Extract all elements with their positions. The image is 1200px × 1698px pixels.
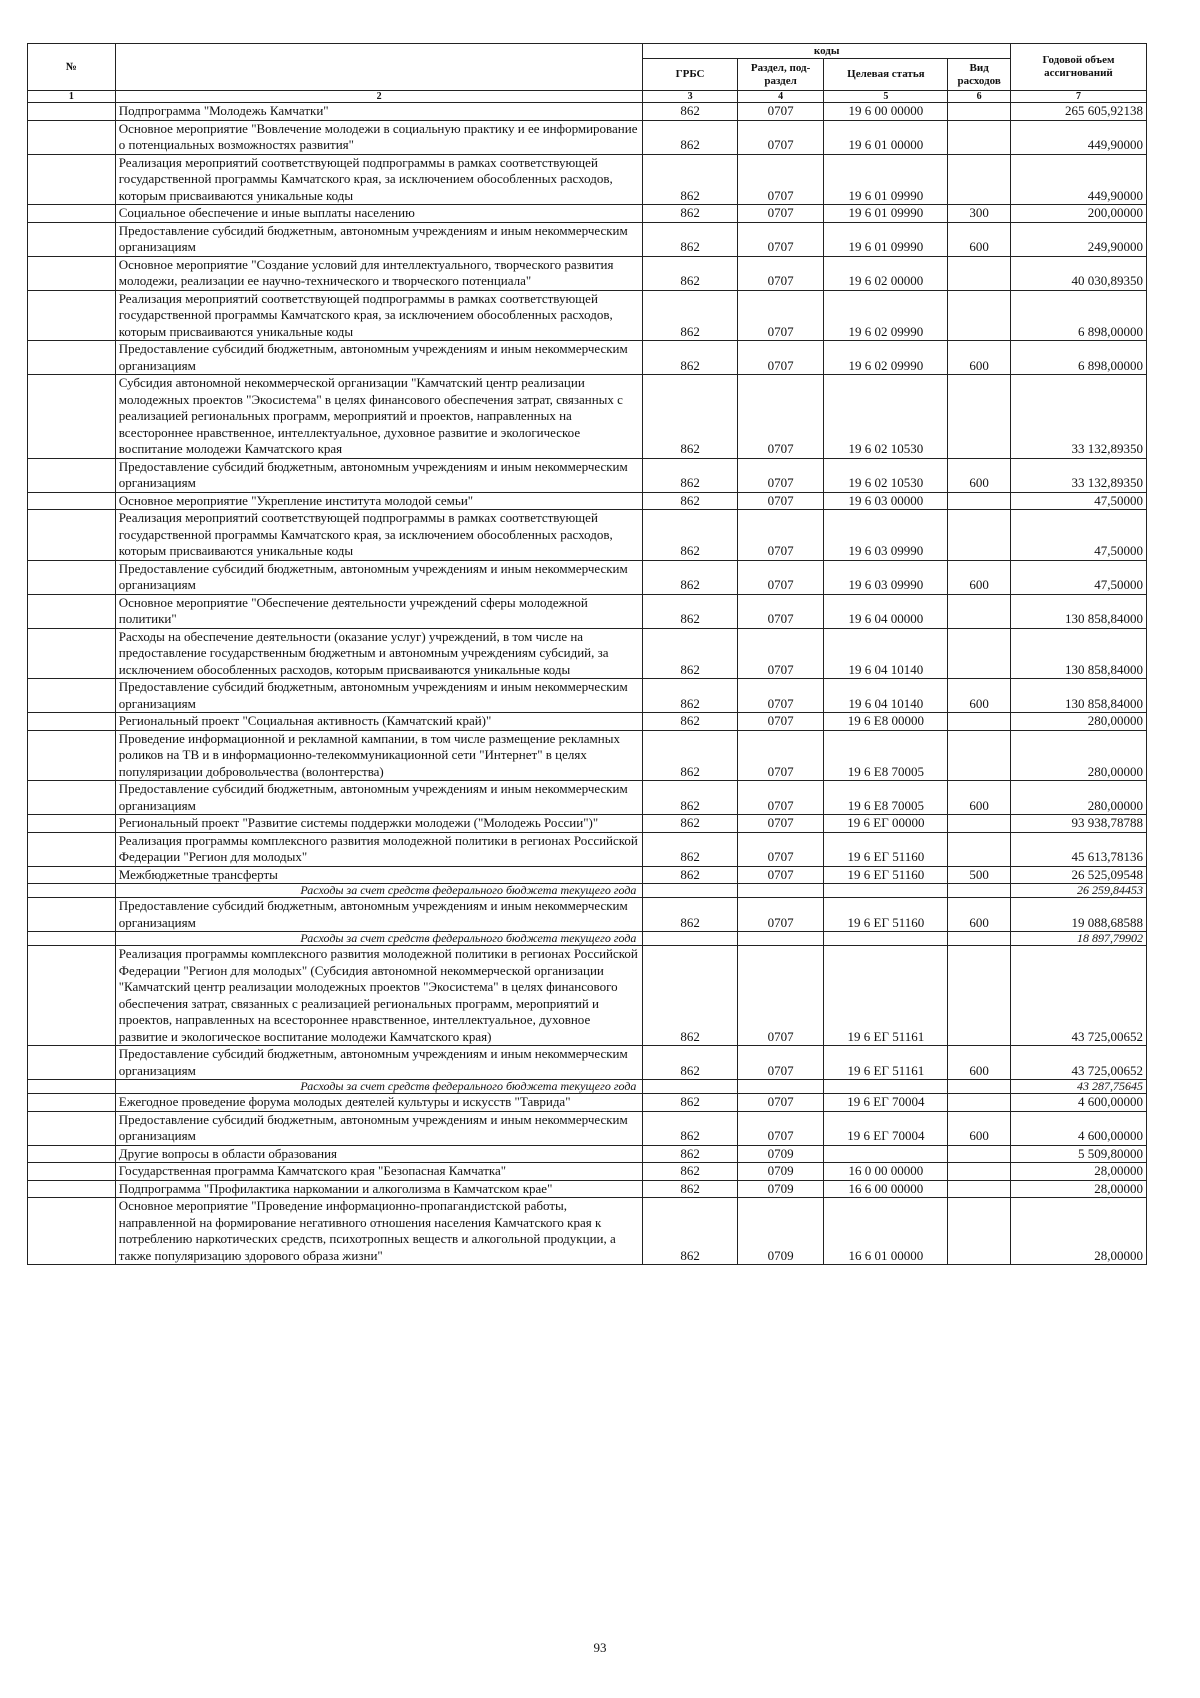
row-number-cell xyxy=(28,1180,116,1198)
row-number-cell xyxy=(28,154,116,205)
row-name-cell: Реализация программы комплексного развития молодежной политики в регионах Российской Федерации "Регион для молодых" xyxy=(115,832,643,866)
row-name-cell: Предоставление субсидий бюджетным, автономным учреждениям и иным некоммерческим организациям xyxy=(115,1046,643,1080)
row-grbs-cell: 862 xyxy=(643,866,737,884)
row-celevaya-cell xyxy=(824,884,948,898)
row-vid-cell: 600 xyxy=(948,1046,1011,1080)
row-vid-cell xyxy=(948,1080,1011,1094)
row-vid-cell: 600 xyxy=(948,1111,1011,1145)
row-razdel-cell: 0707 xyxy=(737,458,824,492)
col-number: 1 xyxy=(28,91,116,103)
row-name-cell: Региональный проект "Развитие системы поддержки молодежи ("Молодежь России")" xyxy=(115,815,643,833)
row-celevaya-cell: 19 6 ЕГ 51161 xyxy=(824,1046,948,1080)
row-name-cell: Другие вопросы в области образования xyxy=(115,1145,643,1163)
row-amount-cell: 93 938,78788 xyxy=(1010,815,1146,833)
row-grbs-cell: 862 xyxy=(643,815,737,833)
row-celevaya-cell xyxy=(824,932,948,946)
row-celevaya-cell: 16 6 00 00000 xyxy=(824,1180,948,1198)
row-number-cell xyxy=(28,946,116,1046)
row-vid-cell: 600 xyxy=(948,679,1011,713)
row-celevaya-cell: 19 6 00 00000 xyxy=(824,103,948,121)
row-razdel-cell: 0707 xyxy=(737,730,824,781)
row-grbs-cell: 862 xyxy=(643,492,737,510)
row-amount-cell: 47,50000 xyxy=(1010,492,1146,510)
col-number: 7 xyxy=(1010,91,1146,103)
row-name-cell: Основное мероприятие "Вовлечение молодежи в социальную практику и ее информирование о потенциальных возможностях развития" xyxy=(115,120,643,154)
row-number-cell xyxy=(28,713,116,731)
row-number-cell xyxy=(28,1046,116,1080)
table-row xyxy=(28,1180,1147,1198)
row-grbs-cell: 862 xyxy=(643,375,737,459)
row-grbs-cell: 862 xyxy=(643,946,737,1046)
row-grbs-cell: 862 xyxy=(643,290,737,341)
row-vid-cell: 600 xyxy=(948,341,1011,375)
row-name-cell: Основное мероприятие "Укрепление института молодой семьи" xyxy=(115,492,643,510)
row-celevaya-cell: 19 6 ЕГ 70004 xyxy=(824,1094,948,1112)
row-amount-cell: 28,00000 xyxy=(1010,1163,1146,1181)
row-number-cell xyxy=(28,884,116,898)
row-razdel-cell: 0707 xyxy=(737,1046,824,1080)
row-celevaya-cell: 19 6 04 00000 xyxy=(824,594,948,628)
row-celevaya-cell: 19 6 03 09990 xyxy=(824,510,948,561)
row-amount-cell: 6 898,00000 xyxy=(1010,290,1146,341)
row-grbs-cell: 862 xyxy=(643,205,737,223)
row-number-cell xyxy=(28,679,116,713)
row-name-cell: Государственная программа Камчатского края "Безопасная Камчатка" xyxy=(115,1163,643,1181)
row-number-cell xyxy=(28,866,116,884)
row-razdel-cell: 0707 xyxy=(737,256,824,290)
row-vid-cell xyxy=(948,713,1011,731)
row-name-cell: Предоставление субсидий бюджетным, автономным учреждениям и иным некоммерческим организациям xyxy=(115,458,643,492)
row-celevaya-cell: 19 6 01 09990 xyxy=(824,222,948,256)
row-amount-cell: 33 132,89350 xyxy=(1010,458,1146,492)
row-razdel-cell: 0707 xyxy=(737,222,824,256)
row-vid-cell xyxy=(948,1145,1011,1163)
header-codes: коды xyxy=(643,44,1011,59)
row-razdel-cell: 0707 xyxy=(737,560,824,594)
row-grbs-cell: 862 xyxy=(643,458,737,492)
row-name-cell: Субсидия автономной некоммерческой организации "Камчатский центр реализации молодежных проектов "Экосистема" в целях финансового обеспечения затрат, связанных с реализацией региональных программ, мероприятий и проектов, направленных на всестороннее нравственное, интеллектуальное, духовное развитие и экологическое воспитание молодежи Камчатского края xyxy=(115,375,643,459)
row-vid-cell xyxy=(948,628,1011,679)
federal-budget-row xyxy=(28,884,1147,898)
table-row xyxy=(28,832,1147,866)
row-name-cell: Реализация мероприятий соответствующей подпрограммы в рамках соответствующей государственной программы Камчатского края, за исключением обособленных расходов, которым присваиваются уникальные коды xyxy=(115,510,643,561)
row-celevaya-cell: 19 6 02 10530 xyxy=(824,375,948,459)
row-amount-cell: 5 509,80000 xyxy=(1010,1145,1146,1163)
row-amount-cell: 265 605,92138 xyxy=(1010,103,1146,121)
row-amount-cell: 43 725,00652 xyxy=(1010,946,1146,1046)
table-row xyxy=(28,1198,1147,1265)
row-name-cell: Предоставление субсидий бюджетным, автономным учреждениям и иным некоммерческим организациям xyxy=(115,560,643,594)
row-razdel-cell: 0707 xyxy=(737,510,824,561)
row-number-cell xyxy=(28,1080,116,1094)
row-grbs-cell: 862 xyxy=(643,120,737,154)
row-number-cell xyxy=(28,594,116,628)
table-row xyxy=(28,1163,1147,1181)
table-row xyxy=(28,1094,1147,1112)
row-celevaya-cell: 19 6 02 10530 xyxy=(824,458,948,492)
row-number-cell xyxy=(28,222,116,256)
header-razdel: Раздел, под-раздел xyxy=(737,59,824,91)
table-row xyxy=(28,1111,1147,1145)
row-amount-cell: 449,90000 xyxy=(1010,154,1146,205)
row-name-cell: Расходы на обеспечение деятельности (оказание услуг) учреждений, в том числе на предоставление государственным бюджетным и автономным учреждениям субсидий, за исключением обособленных расходов, которым присваиваются уникальные коды xyxy=(115,628,643,679)
row-vid-cell xyxy=(948,1180,1011,1198)
row-celevaya-cell: 19 6 ЕГ 70004 xyxy=(824,1111,948,1145)
row-name-cell: Подпрограмма "Профилактика наркомании и алкоголизма в Камчатском крае" xyxy=(115,1180,643,1198)
row-name-cell: Предоставление субсидий бюджетным, автономным учреждениям и иным некоммерческим организациям xyxy=(115,341,643,375)
table-row xyxy=(28,560,1147,594)
row-number-cell xyxy=(28,375,116,459)
row-number-cell xyxy=(28,932,116,946)
row-amount-cell: 280,00000 xyxy=(1010,781,1146,815)
row-amount-cell: 449,90000 xyxy=(1010,120,1146,154)
row-grbs-cell: 862 xyxy=(643,341,737,375)
row-name-cell: Предоставление субсидий бюджетным, автономным учреждениям и иным некоммерческим организациям xyxy=(115,679,643,713)
row-amount-cell: 280,00000 xyxy=(1010,730,1146,781)
row-celevaya-cell: 19 6 ЕГ 51160 xyxy=(824,866,948,884)
row-amount-cell: 40 030,89350 xyxy=(1010,256,1146,290)
row-grbs-cell: 862 xyxy=(643,628,737,679)
row-grbs-cell xyxy=(643,1080,737,1094)
row-number-cell xyxy=(28,628,116,679)
row-vid-cell: 600 xyxy=(948,781,1011,815)
row-grbs-cell: 862 xyxy=(643,898,737,932)
row-grbs-cell: 862 xyxy=(643,103,737,121)
row-name-cell: Основное мероприятие "Создание условий для интеллектуального, творческого развития молодежи, реализации ее научно-технического и творческого потенциала" xyxy=(115,256,643,290)
row-number-cell xyxy=(28,290,116,341)
table-row xyxy=(28,866,1147,884)
row-celevaya-cell: 19 6 ЕГ 51161 xyxy=(824,946,948,1046)
table-row xyxy=(28,256,1147,290)
table-row xyxy=(28,713,1147,731)
row-razdel-cell: 0707 xyxy=(737,713,824,731)
row-razdel-cell xyxy=(737,1080,824,1094)
row-razdel-cell: 0709 xyxy=(737,1163,824,1181)
row-razdel-cell: 0707 xyxy=(737,781,824,815)
row-amount-cell: 200,00000 xyxy=(1010,205,1146,223)
row-amount-cell: 47,50000 xyxy=(1010,510,1146,561)
row-razdel-cell: 0707 xyxy=(737,290,824,341)
table-row xyxy=(28,510,1147,561)
row-razdel-cell: 0707 xyxy=(737,205,824,223)
row-celevaya-cell: 19 6 03 00000 xyxy=(824,492,948,510)
row-celevaya-cell: 19 6 01 09990 xyxy=(824,154,948,205)
row-celevaya-cell: 19 6 Е8 70005 xyxy=(824,730,948,781)
row-grbs-cell: 862 xyxy=(643,1163,737,1181)
row-number-cell xyxy=(28,205,116,223)
row-number-cell xyxy=(28,1111,116,1145)
row-amount-cell: 47,50000 xyxy=(1010,560,1146,594)
row-vid-cell xyxy=(948,815,1011,833)
row-name-cell: Предоставление субсидий бюджетным, автономным учреждениям и иным некоммерческим организациям xyxy=(115,898,643,932)
page-number: 93 xyxy=(593,1640,607,1655)
federal-budget-row xyxy=(28,932,1147,946)
col-number: 4 xyxy=(737,91,824,103)
row-razdel-cell: 0707 xyxy=(737,341,824,375)
row-amount-cell: 19 088,68588 xyxy=(1010,898,1146,932)
row-razdel-cell: 0707 xyxy=(737,1094,824,1112)
row-vid-cell xyxy=(948,510,1011,561)
row-name-cell: Социальное обеспечение и иные выплаты населению xyxy=(115,205,643,223)
row-razdel-cell xyxy=(737,884,824,898)
row-razdel-cell: 0707 xyxy=(737,679,824,713)
row-celevaya-cell: 19 6 01 09990 xyxy=(824,205,948,223)
row-celevaya-cell xyxy=(824,1145,948,1163)
table-row xyxy=(28,492,1147,510)
header-num: № xyxy=(28,44,116,91)
header-annual: Годовой объем ассигнований xyxy=(1010,44,1146,91)
row-number-cell xyxy=(28,510,116,561)
row-grbs-cell: 862 xyxy=(643,154,737,205)
table-row xyxy=(28,730,1147,781)
row-number-cell xyxy=(28,832,116,866)
row-celevaya-cell: 19 6 04 10140 xyxy=(824,679,948,713)
row-grbs-cell: 862 xyxy=(643,1094,737,1112)
table-row xyxy=(28,679,1147,713)
row-grbs-cell: 862 xyxy=(643,1180,737,1198)
row-vid-cell xyxy=(948,932,1011,946)
row-number-cell xyxy=(28,103,116,121)
row-celevaya-cell: 19 6 ЕГ 00000 xyxy=(824,815,948,833)
row-name-cell: Подпрограмма "Молодежь Камчатки" xyxy=(115,103,643,121)
row-grbs-cell: 862 xyxy=(643,560,737,594)
row-celevaya-cell: 19 6 Е8 70005 xyxy=(824,781,948,815)
row-celevaya-cell: 19 6 04 10140 xyxy=(824,628,948,679)
row-vid-cell xyxy=(948,730,1011,781)
row-vid-cell xyxy=(948,290,1011,341)
row-number-cell xyxy=(28,1145,116,1163)
budget-rows xyxy=(28,103,1147,1265)
row-vid-cell xyxy=(948,884,1011,898)
row-amount-cell: 43 287,75645 xyxy=(1010,1080,1146,1094)
row-number-cell xyxy=(28,492,116,510)
row-number-cell xyxy=(28,815,116,833)
row-razdel-cell: 0707 xyxy=(737,898,824,932)
table-row xyxy=(28,594,1147,628)
row-name-cell: Реализация мероприятий соответствующей подпрограммы в рамках соответствующей государственной программы Камчатского края, за исключением обособленных расходов, которым присваиваются уникальные коды xyxy=(115,154,643,205)
row-amount-cell: 26 525,09548 xyxy=(1010,866,1146,884)
row-vid-cell xyxy=(948,120,1011,154)
row-amount-cell: 6 898,00000 xyxy=(1010,341,1146,375)
row-razdel-cell: 0709 xyxy=(737,1198,824,1265)
header-celevaya: Целевая статья xyxy=(824,59,948,91)
row-amount-cell: 33 132,89350 xyxy=(1010,375,1146,459)
table-row xyxy=(28,290,1147,341)
row-amount-cell: 280,00000 xyxy=(1010,713,1146,731)
row-celevaya-cell: 16 0 00 00000 xyxy=(824,1163,948,1181)
row-name-cell: Реализация программы комплексного развития молодежной политики в регионах Российской Федерации "Регион для молодых" (Субсидия автономной некоммерческой организации "Камчатский центр реализации молодежных проектов "Экосистема" в целях финансового обеспечения затрат, связанных с реализацией региональных программ, мероприятий и проектов, направленных на всестороннее нравственное, интеллектуальное, духовное развитие и экологическое воспитание молодежи Камчатского края) xyxy=(115,946,643,1046)
row-grbs-cell: 862 xyxy=(643,1111,737,1145)
row-razdel-cell: 0709 xyxy=(737,1180,824,1198)
row-vid-cell: 500 xyxy=(948,866,1011,884)
row-razdel-cell: 0709 xyxy=(737,1145,824,1163)
table-row xyxy=(28,375,1147,459)
row-grbs-cell: 862 xyxy=(643,713,737,731)
table-row xyxy=(28,222,1147,256)
col-number: 3 xyxy=(643,91,737,103)
table-row xyxy=(28,205,1147,223)
row-number-cell xyxy=(28,781,116,815)
row-razdel-cell: 0707 xyxy=(737,628,824,679)
row-celevaya-cell: 19 6 03 09990 xyxy=(824,560,948,594)
row-amount-cell: 249,90000 xyxy=(1010,222,1146,256)
row-grbs-cell: 862 xyxy=(643,1145,737,1163)
row-celevaya-cell xyxy=(824,1080,948,1094)
row-number-cell xyxy=(28,1163,116,1181)
row-vid-cell xyxy=(948,594,1011,628)
row-name-cell: Проведение информационной и рекламной кампании, в том числе размещение рекламных роликов на ТВ и в информационно-телекоммуникационной сети "Интернет" в целях популяризации добровольчества (волонтерства) xyxy=(115,730,643,781)
row-amount-cell: 4 600,00000 xyxy=(1010,1094,1146,1112)
row-vid-cell xyxy=(948,1163,1011,1181)
table-row xyxy=(28,781,1147,815)
row-name-cell: Региональный проект "Социальная активность (Камчатский край)" xyxy=(115,713,643,731)
row-grbs-cell: 862 xyxy=(643,1198,737,1265)
table-row xyxy=(28,120,1147,154)
table-row xyxy=(28,1046,1147,1080)
row-name-cell: Расходы за счет средств федерального бюджета текущего года xyxy=(115,1080,643,1094)
row-amount-cell: 28,00000 xyxy=(1010,1198,1146,1265)
row-name-cell: Предоставление субсидий бюджетным, автономным учреждениям и иным некоммерческим организациям xyxy=(115,1111,643,1145)
row-grbs-cell: 862 xyxy=(643,832,737,866)
row-name-cell: Основное мероприятие "Обеспечение деятельности учреждений сферы молодежной политики" xyxy=(115,594,643,628)
table-row xyxy=(28,458,1147,492)
row-celevaya-cell: 19 6 02 00000 xyxy=(824,256,948,290)
table-row xyxy=(28,154,1147,205)
row-celevaya-cell: 19 6 01 00000 xyxy=(824,120,948,154)
row-number-cell xyxy=(28,120,116,154)
row-number-cell xyxy=(28,458,116,492)
table-row xyxy=(28,815,1147,833)
row-vid-cell xyxy=(948,375,1011,459)
row-vid-cell xyxy=(948,946,1011,1046)
row-number-cell xyxy=(28,256,116,290)
row-name-cell: Расходы за счет средств федерального бюджета текущего года xyxy=(115,932,643,946)
row-celevaya-cell: 19 6 Е8 00000 xyxy=(824,713,948,731)
row-vid-cell xyxy=(948,1198,1011,1265)
row-razdel-cell: 0707 xyxy=(737,594,824,628)
row-celevaya-cell: 19 6 ЕГ 51160 xyxy=(824,832,948,866)
row-number-cell xyxy=(28,1094,116,1112)
row-name-cell: Основное мероприятие "Проведение информационно-пропагандистской работы, направленной на формирование негативного отношения населения Камчатского края к потреблению наркотических средств, психотропных веществ и алкогольной продукции, а также популяризацию здорового образа жизни" xyxy=(115,1198,643,1265)
header-name xyxy=(115,44,643,91)
row-vid-cell: 600 xyxy=(948,222,1011,256)
row-grbs-cell: 862 xyxy=(643,256,737,290)
row-number-cell xyxy=(28,898,116,932)
budget-table xyxy=(27,43,1147,1265)
row-razdel-cell: 0707 xyxy=(737,492,824,510)
row-razdel-cell: 0707 xyxy=(737,832,824,866)
table-row xyxy=(28,628,1147,679)
row-grbs-cell: 862 xyxy=(643,679,737,713)
row-name-cell: Реализация мероприятий соответствующей подпрограммы в рамках соответствующей государственной программы Камчатского края, за исключением обособленных расходов, которым присваиваются уникальные коды xyxy=(115,290,643,341)
row-grbs-cell xyxy=(643,884,737,898)
row-number-cell xyxy=(28,1198,116,1265)
row-number-cell xyxy=(28,560,116,594)
row-grbs-cell: 862 xyxy=(643,594,737,628)
row-vid-cell xyxy=(948,492,1011,510)
row-celevaya-cell: 19 6 ЕГ 51160 xyxy=(824,898,948,932)
col-number: 6 xyxy=(948,91,1011,103)
row-razdel-cell: 0707 xyxy=(737,375,824,459)
row-razdel-cell: 0707 xyxy=(737,120,824,154)
row-name-cell: Расходы за счет средств федерального бюджета текущего года xyxy=(115,884,643,898)
row-vid-cell xyxy=(948,154,1011,205)
row-razdel-cell: 0707 xyxy=(737,154,824,205)
table-row xyxy=(28,1145,1147,1163)
row-vid-cell xyxy=(948,256,1011,290)
row-grbs-cell: 862 xyxy=(643,1046,737,1080)
row-razdel-cell: 0707 xyxy=(737,1111,824,1145)
row-vid-cell xyxy=(948,1094,1011,1112)
row-grbs-cell: 862 xyxy=(643,222,737,256)
row-celevaya-cell: 19 6 02 09990 xyxy=(824,341,948,375)
row-celevaya-cell: 16 6 01 00000 xyxy=(824,1198,948,1265)
col-number: 2 xyxy=(115,91,643,103)
row-amount-cell: 130 858,84000 xyxy=(1010,594,1146,628)
header-grbs: ГРБС xyxy=(643,59,737,91)
row-grbs-cell: 862 xyxy=(643,781,737,815)
row-vid-cell: 600 xyxy=(948,458,1011,492)
row-name-cell: Ежегодное проведение форума молодых деятелей культуры и искусств "Таврида" xyxy=(115,1094,643,1112)
row-amount-cell: 43 725,00652 xyxy=(1010,1046,1146,1080)
row-amount-cell: 18 897,79902 xyxy=(1010,932,1146,946)
table-row xyxy=(28,103,1147,121)
row-razdel-cell xyxy=(737,932,824,946)
row-amount-cell: 45 613,78136 xyxy=(1010,832,1146,866)
row-name-cell: Межбюджетные трансферты xyxy=(115,866,643,884)
row-grbs-cell: 862 xyxy=(643,730,737,781)
row-grbs-cell: 862 xyxy=(643,510,737,561)
row-amount-cell: 28,00000 xyxy=(1010,1180,1146,1198)
row-vid-cell xyxy=(948,103,1011,121)
row-amount-cell: 130 858,84000 xyxy=(1010,679,1146,713)
table-row xyxy=(28,341,1147,375)
table-row xyxy=(28,898,1147,932)
row-vid-cell: 300 xyxy=(948,205,1011,223)
row-name-cell: Предоставление субсидий бюджетным, автономным учреждениям и иным некоммерческим организациям xyxy=(115,222,643,256)
row-vid-cell: 600 xyxy=(948,560,1011,594)
row-amount-cell: 26 259,84453 xyxy=(1010,884,1146,898)
federal-budget-row xyxy=(28,1080,1147,1094)
row-celevaya-cell: 19 6 02 09990 xyxy=(824,290,948,341)
col-number: 5 xyxy=(824,91,948,103)
row-amount-cell: 4 600,00000 xyxy=(1010,1111,1146,1145)
row-number-cell xyxy=(28,341,116,375)
row-grbs-cell xyxy=(643,932,737,946)
row-name-cell: Предоставление субсидий бюджетным, автономным учреждениям и иным некоммерческим организациям xyxy=(115,781,643,815)
row-vid-cell: 600 xyxy=(948,898,1011,932)
table-row xyxy=(28,946,1147,1046)
row-amount-cell: 130 858,84000 xyxy=(1010,628,1146,679)
header-vid: Вид расходов xyxy=(948,59,1011,91)
row-razdel-cell: 0707 xyxy=(737,815,824,833)
row-number-cell xyxy=(28,730,116,781)
row-razdel-cell: 0707 xyxy=(737,866,824,884)
row-vid-cell xyxy=(948,832,1011,866)
row-razdel-cell: 0707 xyxy=(737,946,824,1046)
row-razdel-cell: 0707 xyxy=(737,103,824,121)
